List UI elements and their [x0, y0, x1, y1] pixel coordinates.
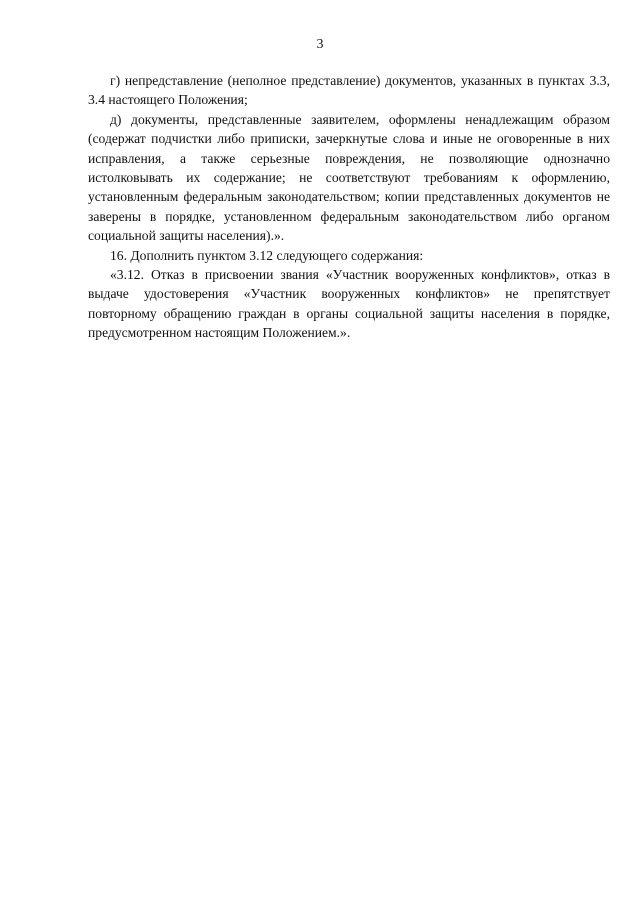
paragraph-item-d: д) документы, представленные заявителем, оформлены ненадлежащим образом (содержат подчистки либо приписки, зачеркнутые слова и иные не оговоренные в них исправления, а также серьезные повреждения, не позволяющие однозначно истолковывать их содержание; не соответствуют требованиям к оформлению, установленным федеральным законодательством; копии представленных документов не заверены в порядке, установленном федеральным законодательством либо органом социальной защиты населения).».	[88, 111, 610, 244]
paragraph-clause-3-12: «3.12. Отказ в присвоении звания «Участник вооруженных конфликтов», отказ в выдаче удостоверения «Участник вооруженных конфликтов» не препятствует повторному обращению граждан в органы социальной защиты населения в порядке, предусмотренном настоящим Положением.».	[88, 267, 610, 341]
document-body	[88, 71, 610, 343]
paragraph-amendment-16: 16. Дополнить пунктом 3.12 следующего содержания:	[110, 247, 424, 263]
page-number: 3	[316, 37, 324, 52]
paragraph-item-g: г) непредставление (неполное представление) документов, указанных в пунктах 3.3, 3.4 настоящего Положения;	[88, 73, 610, 108]
